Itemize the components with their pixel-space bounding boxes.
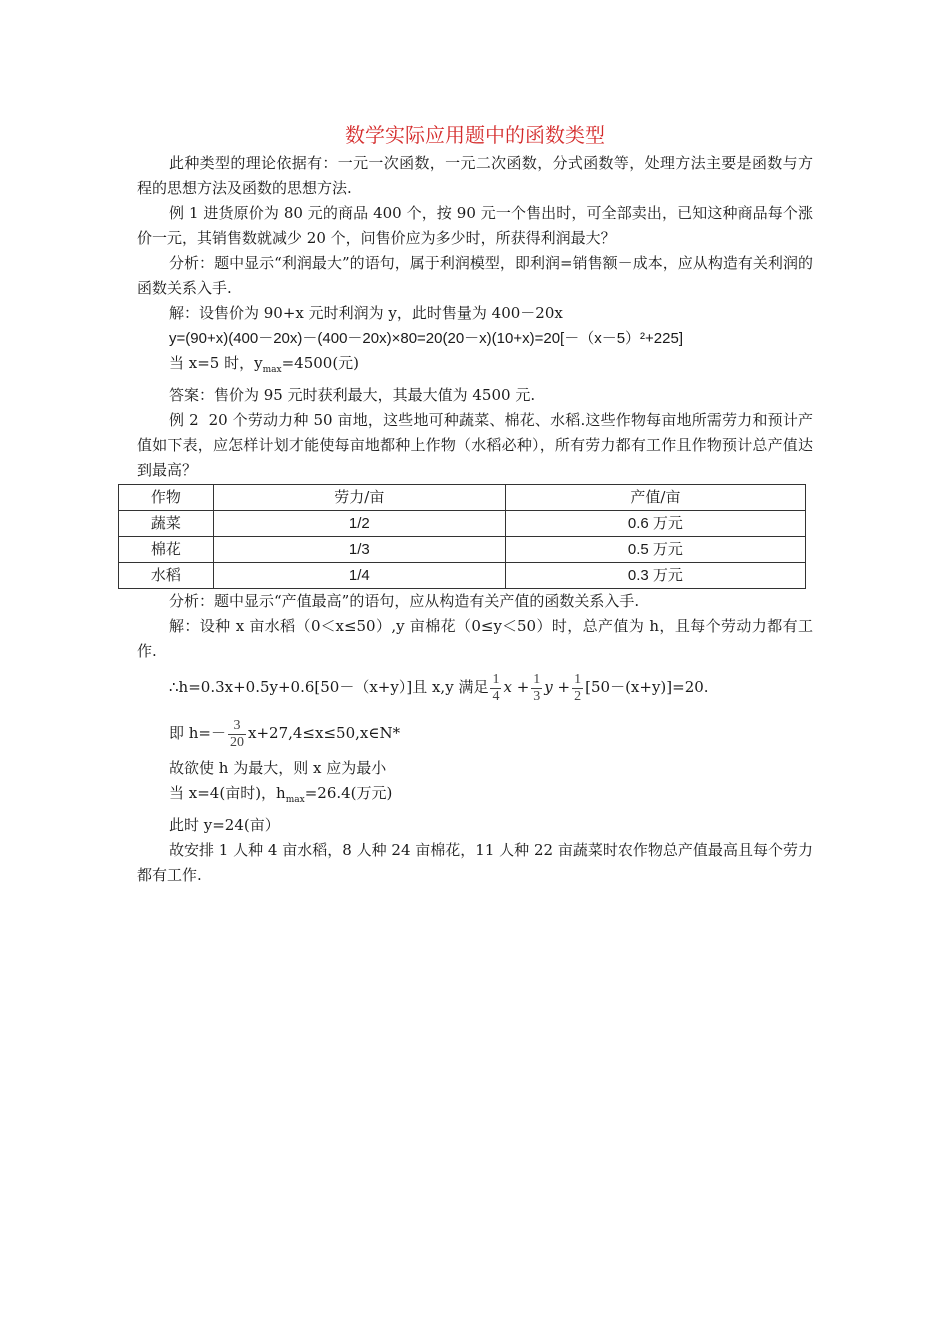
example-1-label: 例 1 xyxy=(169,204,199,222)
fraction: $\frac{1}{3}$ xyxy=(533,671,541,704)
example-1-answer: 答案：售价为 95 元时获利最大，其最大值为 4500 元. xyxy=(169,386,536,404)
crop-table xyxy=(118,484,806,589)
example-2-solution-line-3: 即 h=－ $\frac{3}{20}$ x+27,4≤x≤50,x∈N* xyxy=(169,717,401,750)
document-page xyxy=(137,120,813,888)
table-row xyxy=(119,563,806,589)
fraction: $\frac{3}{20}$ xyxy=(230,717,244,750)
example-1-solution-line-2: y=(90+x)(400－20x)－(400－20x)×80=20(20－x)(10+x)=20[－（x－5）²+225] xyxy=(169,330,683,347)
example-1-question xyxy=(137,201,813,251)
example-1-text: 进货原价为 80 元的商品 400 个，按 90 元一个售出时，可全部卖出，已知这种商品每个涨价一元，其销售数就减少 20 个，问售价应为多少时，所获得利润最大？ xyxy=(137,204,813,247)
example-2-solution-line-5: 当 x=4(亩时)，$h_{max}=26.4$(万元) xyxy=(169,784,393,805)
table-cell: 1/2 xyxy=(213,511,505,537)
page-title: 数学实际应用题中的函数类型 xyxy=(345,123,605,147)
example-2-analysis: 分析：题中显示“产值最高”的语句，应从构造有关产值的函数关系入手. xyxy=(169,592,640,610)
table-header-cell: 作物 xyxy=(119,485,214,511)
intro-paragraph: 此种类型的理论依据有：一元一次函数，一元二次函数，分式函数等，处理方法主要是函数与方程的思想方法及函数的思想方法. xyxy=(137,154,813,197)
fraction: $\frac{1}{2}$ xyxy=(574,671,582,704)
example-2-solution-line-2: ∴h=0.3x+0.5y+0.6[50－（x+y）]且 x,y 满足 $\frac{1}{4}$ x + $\frac{1}{3}$ y + $\frac{1}{2}$ [50－(x+y)]=20. xyxy=(169,671,709,704)
table-cell: 棉花 xyxy=(119,537,214,563)
example-2-question xyxy=(137,408,813,483)
example-1-analysis: 分析：题中显示“利润最大”的语句，属于利润模型，即利润=销售额－成本，应从构造有关利润的函数关系入手. xyxy=(137,254,813,297)
table-cell: 0.5 万元 xyxy=(505,537,805,563)
table-cell: 0.6 万元 xyxy=(505,511,805,537)
table-cell: 0.3 万元 xyxy=(505,563,805,589)
table-row xyxy=(119,537,806,563)
example-2-label: 例 2 xyxy=(169,411,199,429)
fraction: $\frac{1}{4}$ xyxy=(492,671,500,704)
table-cell: 1/3 xyxy=(213,537,505,563)
example-2-solution-line-6: 此时 y=24(亩） xyxy=(169,816,280,834)
example-2-text: 20 个劳动力种 50 亩地，这些地可种蔬菜、棉花、水稻.这些作物每亩地所需劳力和预计产值如下表，应怎样计划才能使每亩地都种上作物（水稻必种），所有劳力都有工作且作物预计总产值达到最高？ xyxy=(137,411,814,479)
example-2-solution-line-1: 解：设种 x 亩水稻（0＜x≤50）,y 亩棉花（0≤y＜50）时，总产值为 h，且每个劳动力都有工作. xyxy=(137,617,813,660)
table-cell: 1/4 xyxy=(213,563,505,589)
example-2-solution-line-4: 故欲使 h 为最大，则 x 应为最小 xyxy=(169,759,387,777)
example-2-conclusion: 故安排 1 人种 4 亩水稻，8 人种 24 亩棉花，11 人种 22 亩蔬菜时农作物总产值最高且每个劳力都有工作. xyxy=(137,841,813,884)
table-cell: 蔬菜 xyxy=(119,511,214,537)
table-header-cell: 产值/亩 xyxy=(505,485,805,511)
example-1-solution-line-3: 当 x=5 时，$y_{max}=4500$(元) xyxy=(169,354,360,375)
example-1-solution-line-1: 解：设售价为 90+x 元时利润为 y，此时售量为 400－20x xyxy=(169,304,563,322)
table-cell: 水稻 xyxy=(119,563,214,589)
table-row xyxy=(119,511,806,537)
table-header-cell: 劳力/亩 xyxy=(213,485,505,511)
table-header-row xyxy=(119,485,806,511)
